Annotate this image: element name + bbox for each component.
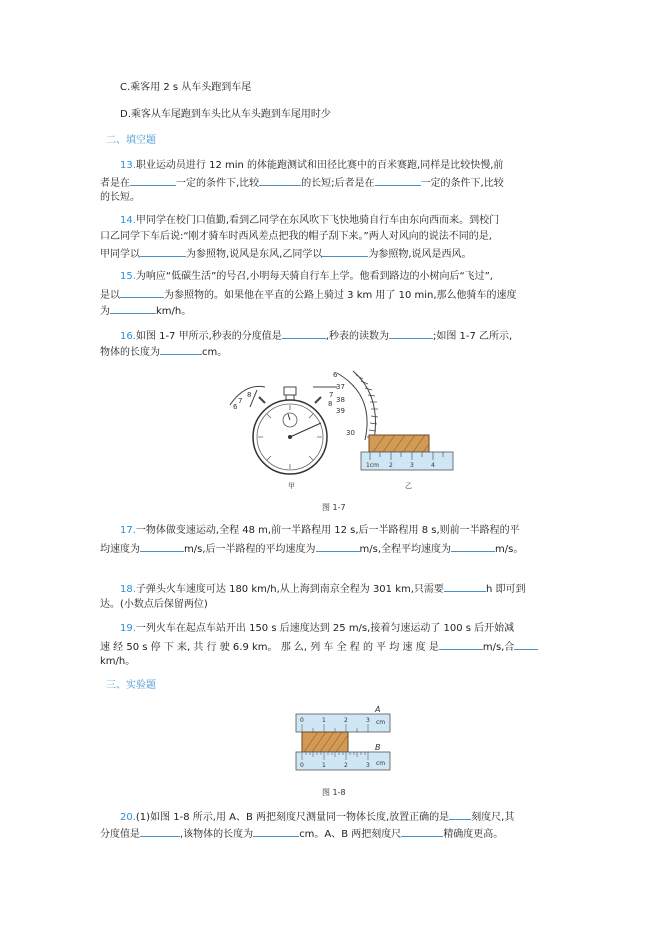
question-17-line-1 bbox=[120, 524, 520, 538]
question-13-line-2 bbox=[100, 175, 504, 191]
question-text: cm。A、B 两把刻度尺 bbox=[299, 829, 402, 840]
question-text: h 即可到 bbox=[485, 584, 526, 595]
question-18-line-1 bbox=[120, 581, 525, 597]
question-text: km/h。 bbox=[156, 306, 192, 317]
question-text: m/s,合 bbox=[482, 642, 515, 653]
dial-number: 7 bbox=[329, 391, 334, 399]
ruler-b-mark: 0 bbox=[300, 762, 304, 769]
question-20-line-1 bbox=[120, 809, 514, 825]
sub-dial-number: 8 bbox=[247, 391, 252, 399]
figure-label-jia: 甲 bbox=[288, 482, 295, 490]
question-19-line-2 bbox=[100, 639, 538, 655]
question-text: m/s,全程平均速度为 bbox=[359, 544, 451, 555]
ruler-a-unit: cm bbox=[376, 719, 386, 726]
question-19-line-3: km/h。 bbox=[100, 656, 136, 667]
dial-number: 6 bbox=[333, 371, 338, 379]
dial-number: 37 bbox=[336, 383, 345, 391]
question-text: 均速度为 bbox=[100, 544, 140, 555]
question-text: 分度值是 bbox=[100, 829, 140, 840]
question-15-line-1 bbox=[120, 270, 493, 284]
answer-blank[interactable] bbox=[444, 581, 486, 592]
question-number: 19. bbox=[120, 623, 136, 634]
question-text: (1)如图 1-8 所示,用 A、B 两把刻度尺测量同一物体长度,放置正确的是 bbox=[135, 812, 450, 823]
question-20-line-2 bbox=[100, 826, 503, 842]
question-number: 20. bbox=[120, 812, 136, 823]
ruler-a-mark: 3 bbox=[366, 717, 370, 724]
question-number: 18. bbox=[120, 584, 136, 595]
question-text: 为参照物,说风是西风。 bbox=[368, 249, 472, 260]
ruler-b-label: B bbox=[375, 743, 381, 752]
figure-label-yi: 乙 bbox=[405, 482, 412, 490]
question-text: 速 经 50 s 停 下 来, 共 行 驶 6.9 km。 那 么, 列 车 全 程 的 平 均 速 度 是 bbox=[100, 642, 439, 653]
dial-number: 30 bbox=[346, 429, 355, 437]
answer-blank[interactable] bbox=[140, 826, 180, 837]
dial-number: 8 bbox=[328, 400, 333, 408]
ruler-a-mark: 0 bbox=[300, 717, 304, 724]
answer-blank[interactable] bbox=[253, 826, 299, 837]
option-c: C.乘客用 2 s 从车头跑到车尾 bbox=[120, 82, 252, 93]
question-text: ;如图 1-7 乙所示, bbox=[432, 331, 513, 342]
question-text: 一物体做变速运动,全程 48 m,前一半路程用 12 s,后一半路程用 8 s,则前一半路程的平 bbox=[135, 525, 520, 536]
answer-blank[interactable] bbox=[449, 809, 471, 820]
section-title-experiment: 三、实验题 bbox=[106, 680, 156, 691]
question-text: 是以 bbox=[100, 290, 120, 301]
sub-dial-number: 6 bbox=[233, 403, 238, 411]
question-15-line-2 bbox=[100, 287, 517, 303]
question-text: 精确度更高。 bbox=[443, 829, 504, 840]
question-text: 甲同学以 bbox=[100, 249, 140, 260]
figure-caption-1-8: 图 1-8 bbox=[322, 788, 346, 797]
question-number: 16. bbox=[120, 331, 136, 342]
question-text: 子弹头火车速度可达 180 km/h,从上海到南京全程为 301 km,只需要 bbox=[135, 584, 444, 595]
answer-blank[interactable] bbox=[375, 175, 421, 186]
ruler-b-mark: 2 bbox=[344, 762, 348, 769]
question-text: 的长短;后者是在 bbox=[301, 178, 375, 189]
question-15-line-3 bbox=[100, 303, 191, 319]
answer-blank[interactable] bbox=[451, 541, 495, 552]
ruler-a-label: A bbox=[375, 705, 381, 714]
question-text: 职业运动员进行 12 min 的体能跑测试和田径比赛中的百米赛跑,同样是比较快慢,前 bbox=[135, 160, 504, 171]
question-16-line-1 bbox=[120, 328, 512, 344]
question-18-line-2: 达。(小数点后保留两位) bbox=[100, 599, 208, 610]
question-17-line-2 bbox=[100, 541, 523, 557]
question-13-line-1 bbox=[120, 159, 503, 173]
question-13-line-3: 的长短。 bbox=[100, 192, 140, 203]
sub-dial-number: 7 bbox=[238, 397, 243, 405]
dial-number: 38 bbox=[336, 396, 345, 404]
question-14-line-1 bbox=[120, 214, 499, 228]
section-title-fill-blank: 二、填空题 bbox=[106, 135, 156, 146]
question-text: 为参照物的。如果他在平直的公路上骑过 3 km 用了 10 min,那么他骑车的速度 bbox=[164, 290, 517, 301]
ruler-a-mark: 1 bbox=[322, 717, 326, 724]
answer-blank[interactable] bbox=[389, 328, 433, 339]
answer-blank[interactable] bbox=[282, 328, 326, 339]
ruler-b-unit: cm bbox=[376, 760, 386, 767]
ruler-label: 2 bbox=[389, 462, 393, 469]
answer-blank[interactable] bbox=[316, 541, 360, 552]
question-text: ,该物体的长度为 bbox=[180, 829, 254, 840]
figure-1-7 bbox=[225, 365, 465, 495]
ruler-a-mark: 2 bbox=[344, 717, 348, 724]
question-text: 如图 1-7 甲所示,秒表的分度值是 bbox=[135, 331, 282, 342]
question-text: m/s。 bbox=[495, 544, 524, 555]
question-text: 一列火车在起点车站开出 150 s 后速度达到 25 m/s,接着匀速运动了 100 s 后开始减 bbox=[135, 623, 515, 634]
ruler-b-mark: 3 bbox=[366, 762, 370, 769]
ruler-label: 1cm bbox=[366, 462, 379, 469]
question-number: 13. bbox=[120, 160, 136, 171]
question-14-line-2: 口乙同学下车后说:“刚才骑车时西风差点把我的帽子刮下来。”两人对风向的说法不同的是, bbox=[100, 231, 492, 242]
question-text: 为参照物,说风是东风,乙同学以 bbox=[186, 249, 323, 260]
question-number: 17. bbox=[120, 525, 136, 536]
ruler-b-mark: 1 bbox=[322, 762, 326, 769]
question-text: 为响应“低碳生活”的号召,小明每天骑自行车上学。他看到路边的小树向后“飞过”, bbox=[135, 271, 493, 282]
question-16-line-2 bbox=[100, 344, 227, 360]
answer-blank[interactable] bbox=[401, 826, 443, 837]
answer-blank[interactable] bbox=[514, 639, 538, 650]
question-text: ,秒表的读数为 bbox=[325, 331, 389, 342]
answer-blank[interactable] bbox=[259, 175, 301, 186]
question-text: 者是在 bbox=[100, 178, 130, 189]
question-text: 一定的条件下,比较 bbox=[176, 178, 260, 189]
answer-blank[interactable] bbox=[160, 344, 202, 355]
dial-number: 39 bbox=[336, 407, 345, 415]
answer-blank[interactable] bbox=[110, 303, 156, 314]
question-14-line-3 bbox=[100, 246, 472, 262]
question-text: cm。 bbox=[202, 347, 228, 358]
answer-blank[interactable] bbox=[120, 287, 164, 298]
question-text: 物体的长度为 bbox=[100, 347, 160, 358]
ruler-label: 4 bbox=[431, 462, 435, 469]
question-number: 14. bbox=[120, 215, 136, 226]
option-d: D.乘客从车尾跑到车头比从车头跑到车尾用时少 bbox=[120, 109, 331, 120]
figure-1-8 bbox=[292, 702, 402, 778]
ruler-label: 3 bbox=[410, 462, 414, 469]
question-text: 为 bbox=[100, 306, 110, 317]
question-19-line-1 bbox=[120, 622, 514, 636]
question-text: 一定的条件下,比较 bbox=[420, 178, 504, 189]
question-text: m/s,后一半路程的平均速度为 bbox=[184, 544, 316, 555]
answer-blank[interactable] bbox=[140, 541, 184, 552]
question-number: 15. bbox=[120, 271, 136, 282]
figure-caption-1-7: 图 1-7 bbox=[322, 503, 346, 512]
question-text: 甲同学在校门口值勤,看到乙同学在东风吹下飞快地骑自行车由东向西而来。到校门 bbox=[135, 215, 500, 226]
answer-blank[interactable] bbox=[322, 246, 368, 257]
answer-blank[interactable] bbox=[140, 246, 186, 257]
answer-blank[interactable] bbox=[439, 639, 483, 650]
question-text: 刻度尺,其 bbox=[471, 812, 515, 823]
answer-blank[interactable] bbox=[130, 175, 176, 186]
